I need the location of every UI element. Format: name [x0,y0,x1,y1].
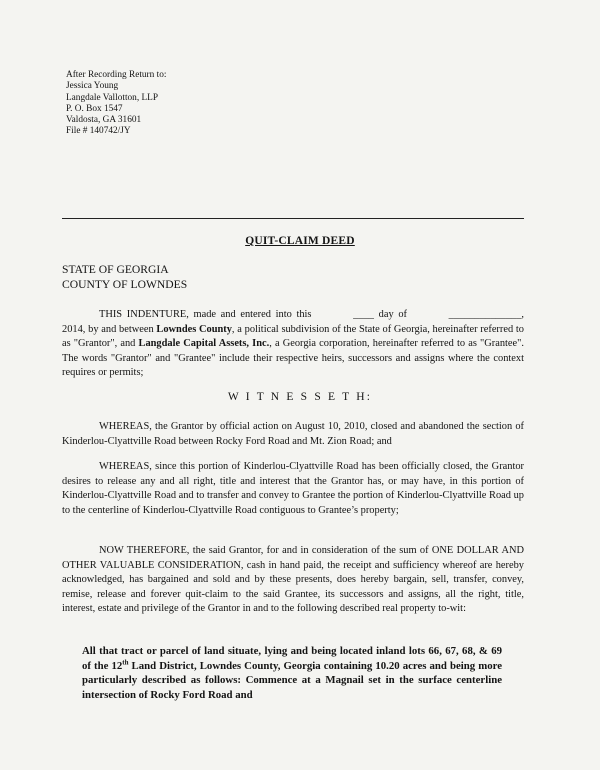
indenture-text: day of [373,309,412,320]
indenture-paragraph [62,308,524,381]
legal-description [82,644,502,703]
return-line: After Recording Return to: [66,70,167,80]
day-blank: ____ [353,309,374,320]
whereas-paragraph-2: WHEREAS, since this portion of Kinderlou-Clyattville Road has been officially closed, the Grantor desires to release any and all right, title and interest that the Grantor has, or may have, in this portion of Kinderlou-Clyattville Road and to transfer and convey to Grantee the portion of Kinderlou-Clyattville Road up to the centerline of Kinderlou-Clyattville Road contiguous to Grantee’s property; [62,461,524,516]
now-therefore-paragraph: NOW THEREFORE, the said Grantor, for and in consideration of the sum of ONE DOLLAR AND OTHER VALUABLE CONSIDERATION, cash in hand paid, the receipt and sufficiency whereof are hereby acknowledged, has bargained and sold and by these presents, does hereby bargain, sell, transfer, convey, remise, release and forever quit-claim to the said Grantee, its successors and assigns, all the right, title, interest, estate and privilege of the Grantor in and to the following described real property to-wit: [62,545,524,615]
return-file-number: File # 140742/JY [66,126,131,137]
grantor-name: Lowndes County [156,323,232,335]
header-divider [62,218,524,219]
venue-state: STATE OF GEORGIA [62,263,169,276]
document-title: QUIT-CLAIM DEED [245,235,355,247]
venue-block [62,263,187,292]
whereas-paragraph-1: WHEREAS, the Grantor by official action on August 10, 2010, closed and abandoned the section of Kinderlou-Clyattville Road between Rocky Ford Road and Mt. Zion Road; and [62,421,524,447]
return-city: Valdosta, GA 31601 [66,115,142,126]
indenture-text: THIS INDENTURE, made and entered into this [99,309,317,320]
indenture-text: , a political subdivision of the State of Georgia, hereinafter referred to as "Grantor", and [62,323,524,350]
month-blank: ______________ [448,309,522,320]
return-po-box: P. O. Box 1547 [66,103,123,114]
legal-text: All that tract or parcel of land situate, lying and being located inland lots 66, 67, 68, & 69 of the 12 [82,645,502,672]
indenture-text: , a Georgia corporation, hereinafter referred to as "Grantee". The words "Grantor" and "Grantee" include their respective heirs, successors and assigns where the context requires or permits; [62,338,524,379]
legal-text: Land District, Lowndes County, Georgia containing 10.20 acres and being more particularly described as follows: Commence at a Magnail set in the surface centerline intersection of Rocky Ford Road and [82,659,502,702]
return-name: Jessica Young [66,81,119,92]
ordinal-suffix: th [122,658,129,667]
grantee-name: Langdale Capital Assets, Inc. [138,338,270,350]
return-firm: Langdale Vallotton, LLP [66,92,159,103]
venue-county: COUNTY OF LOWNDES [62,277,188,291]
return-address-block [66,70,166,138]
indenture-text: , 2014, by and between [62,309,525,335]
witnesseth-heading: W I T N E S S E T H: [227,391,373,403]
